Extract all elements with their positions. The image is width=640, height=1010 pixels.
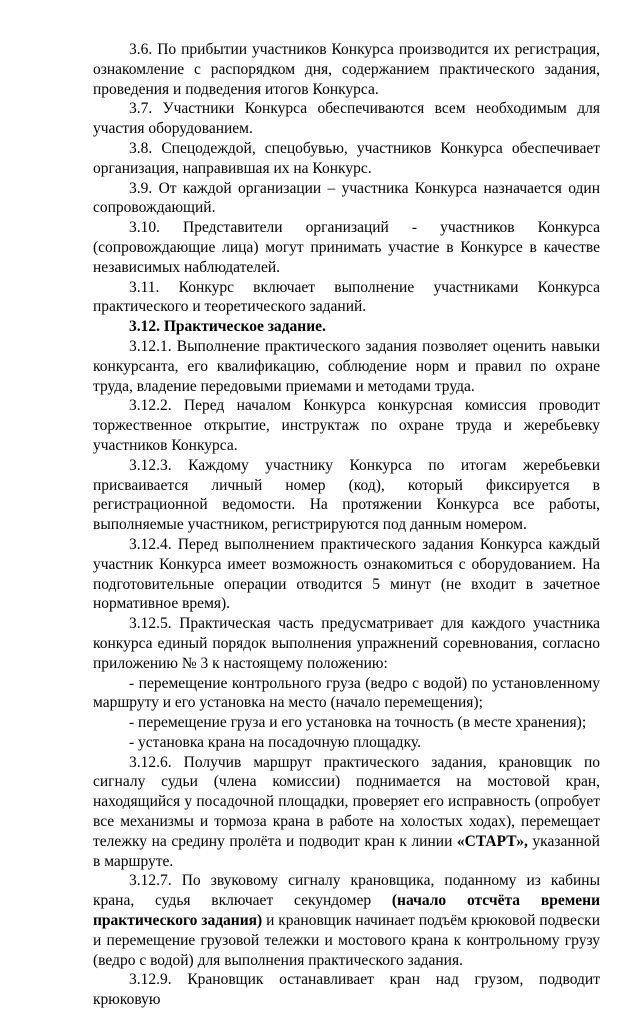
paragraph-3-9: 3.9. От каждой организации – участника Конкурса назначается один сопровождающий. (93, 179, 600, 217)
paragraph-3-12-1: 3.12.1. Выполнение практического задания позволяет оценить навыки конкурсанта, его квалификацию, соблюдение норм и правил по охране труда, владение передовыми приемами и методами труда. (93, 337, 600, 395)
paragraph-3-12-5: 3.12.5. Практическая часть предусматривает для каждого участника конкурса единый порядок выполнения упражнений соревнования, согласно приложению № 3 к настоящему положению: (93, 615, 600, 672)
start-label: «СТАРТ», (456, 832, 528, 850)
paragraph-3-12-7: 3.12.7. По звуковому сигналу крановщика, поданному из кабины крана, судья включает секундомер (начало отсчёта времени практического задания) и крановщик начинает подъём крюковой подвески и перемещение грузовой тележки и мостового крана к контрольному грузу (ведро с водой) для выполнения практического задания. (93, 872, 600, 969)
paragraph-3-12-6: 3.12.6. Получив маршрут практического задания, крановщик по сигналу судьи (члена комиссии) поднимается на мостовой кран, находящийся у посадочной площадки, проверяет его исправность (опробует все механизмы и тормоза крана в работе на холостых ходах), перемещает тележку на средину пролёта и подводит кран к линии «СТАРТ», указанной в маршруте. (93, 753, 600, 870)
paragraph-3-10: 3.10. Представители организаций - участников Конкурса (сопровождающие лица) могут принимать участие в Конкурсе в качестве независимых наблюдателей. (93, 219, 600, 276)
paragraph-3-12-4: 3.12.4. Перед выполнением практического задания Конкурса каждый участник Конкурса имеет возможность ознакомиться с оборудованием. На подготовительные операции отводится 5 минут (не входит в зачетное нормативное время). (93, 535, 600, 613)
section-heading-3-12: 3.12. Практическое задание. (129, 318, 326, 336)
paragraph-3-8: 3.8. Спецодеждой, спецобувью, участников Конкурса обеспечивает организация, направившая их на Конкурс. (93, 139, 600, 177)
paragraph-3-12-2: 3.12.2. Перед началом Конкурса конкурсная комиссия проводит торжественное открытие, инструктаж по охране труда и жеребьевку участников Конкурса. (93, 397, 600, 454)
list-item: - перемещение груза и его установка на точность (в месте хранения); (129, 714, 587, 732)
list-item: - установка крана на посадочную площадку. (129, 733, 421, 751)
list-item: - перемещение контрольного груза (ведро с водой) по установленному маршруту и его установка на место (начало перемещения); (93, 674, 600, 712)
paragraph-3-7: 3.7. Участники Конкурса обеспечиваются всем необходимым для участия оборудованием. (93, 100, 600, 138)
timing-start-note: (начало отсчёта времени практического задания) (93, 892, 600, 930)
paragraph-3-6: 3.6. По прибытии участников Конкурса производится их регистрация, ознакомление с распорядком дня, содержанием практического задания, проведения и подведения итогов Конкурса. (93, 41, 600, 98)
paragraph-3-11: 3.11. Конкурс включает выполнение участниками Конкурса практического и теоретического заданий. (93, 278, 600, 316)
paragraph-3-12-9: 3.12.9. Крановщик останавливает кран над грузом, подводит крюковую (93, 971, 600, 1009)
paragraph-3-12-3: 3.12.3. Каждому участнику Конкурса по итогам жеребьевки присваивается личный номер (код), который фиксируется в регистрационной ведомости. На протяжении Конкурса все работы, выполняемые участником, регистрируются под данным номером. (93, 456, 600, 534)
